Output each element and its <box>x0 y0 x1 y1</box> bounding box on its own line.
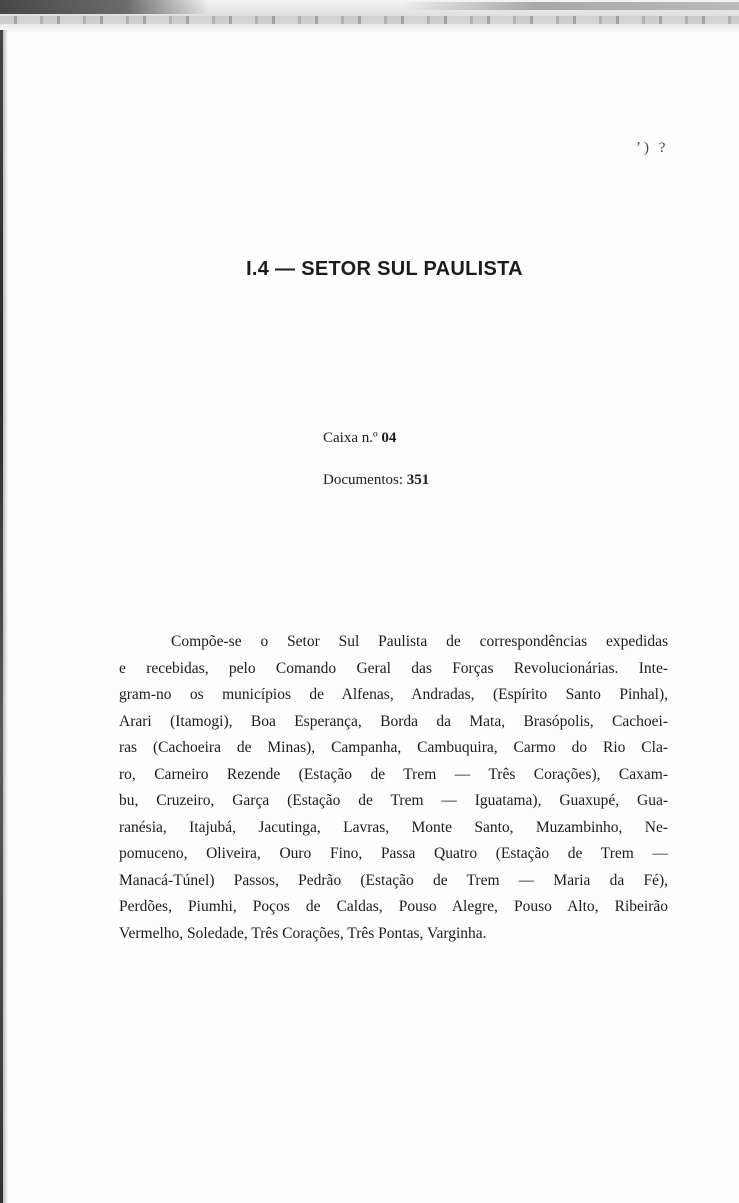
paragraph-line: gram-no os municípios de Alfenas, Andradas, (Espírito Santo Pinhal), <box>119 686 668 703</box>
box-number-label: Caixa n.º <box>323 430 378 446</box>
scan-top-stripe <box>0 16 739 24</box>
paragraph-line: ranésia, Itajubá, Jacutinga, Lavras, Monte Santo, Muzambinho, Ne- <box>119 818 668 836</box>
paragraph-line: bu, Cruzeiro, Garça (Estação de Trem — Iguatama), Guaxupé, Gua- <box>119 792 668 809</box>
scan-left-shadow <box>3 30 8 1203</box>
paragraph-line: e recebidas, pelo Comando Geral das Forças Revolucionárias. Inte- <box>119 659 668 677</box>
section-title: I.4 — SETOR SUL PAULISTA <box>246 258 523 280</box>
paragraph-line: Compõe-se o Setor Sul Paulista de correspondências expedidas <box>171 633 668 650</box>
paragraph-line: Manacá-Túnel) Passos, Pedrão (Estação de Trem — Maria da Fé), <box>119 871 668 889</box>
body-paragraph <box>119 629 668 947</box>
paragraph-line: ro, Carneiro Rezende (Estação de Trem — Três Corações), Caxam- <box>119 765 668 783</box>
corner-mark: ʼ) ? <box>636 140 669 156</box>
document-count-label: Documentos: <box>323 472 403 488</box>
paragraph-line: Arari (Itamogi), Boa Esperança, Borda da Mata, Brasópolis, Cachoei- <box>119 712 668 730</box>
box-number <box>323 430 396 447</box>
paragraph-line: Perdões, Piumhi, Poços de Caldas, Pouso Alegre, Pouso Alto, Ribeirão <box>119 898 668 915</box>
box-number-value: 04 <box>381 430 397 446</box>
scan-top-shadow-left <box>0 0 210 14</box>
scan-top-shadow-right <box>400 2 739 10</box>
document-count <box>323 472 429 489</box>
paragraph-line: Vermelho, Soledade, Três Corações, Três Pontas, Varginha. <box>119 924 487 942</box>
paragraph-line: ras (Cachoeira de Minas), Campanha, Cambuquira, Carmo do Rio Cla- <box>119 739 668 756</box>
paragraph-line: pomuceno, Oliveira, Ouro Fino, Passa Quatro (Estação de Trem — <box>119 845 668 862</box>
document-count-value: 351 <box>406 472 430 488</box>
